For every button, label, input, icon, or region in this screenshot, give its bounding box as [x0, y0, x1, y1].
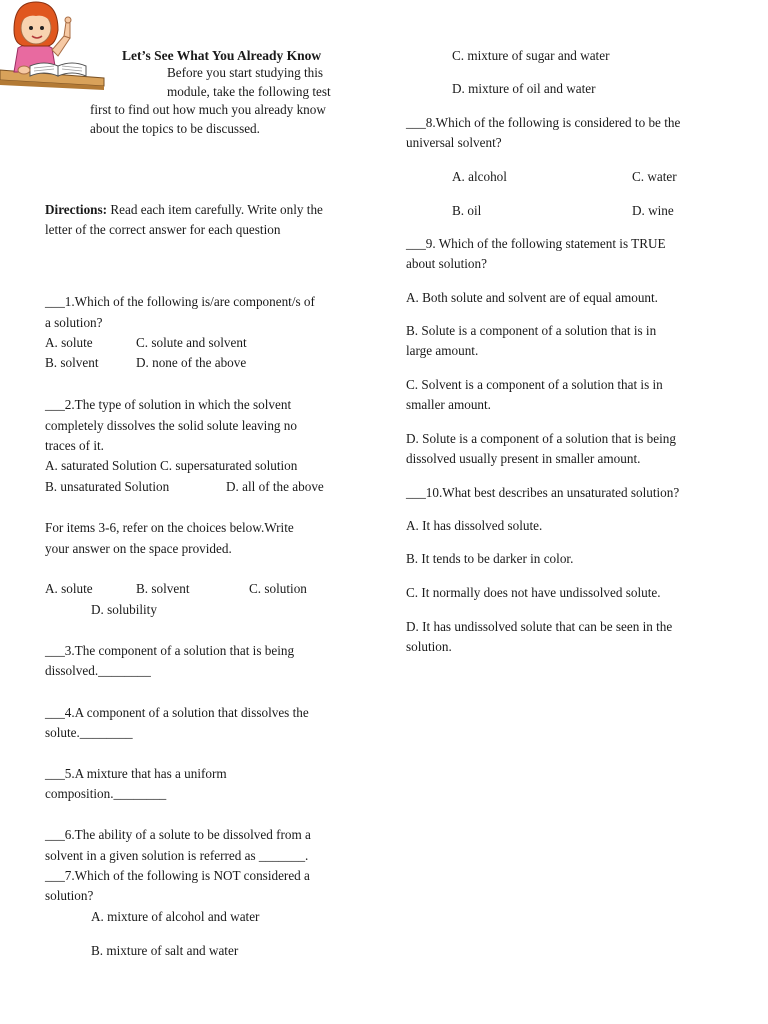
q8-choice-c: C. water — [632, 169, 677, 184]
q2-choice-d: D. all of the above — [226, 479, 324, 494]
q7-line-1: ___7.Which of the following is NOT considered a — [45, 868, 310, 883]
q5-line-2: composition.________ — [45, 786, 167, 801]
q1-choice-d: D. none of the above — [136, 355, 247, 370]
q1-choice-b: B. solvent — [45, 355, 99, 370]
q8-choice-b: B. oil — [452, 203, 482, 218]
items36-line-2: your answer on the space provided. — [45, 541, 232, 556]
q7-choice-c: C. mixture of sugar and water — [452, 48, 610, 63]
directions — [45, 200, 323, 221]
q10-choice-b: B. It tends to be darker in color. — [406, 551, 574, 566]
q1-line-1: ___1.Which of the following is/are component/s of — [45, 294, 315, 309]
directions-label: Directions: — [45, 202, 108, 217]
items36-choice-a: A. solute — [45, 581, 93, 596]
page-title: Let’s See What You Already Know — [122, 48, 322, 63]
q9-line-1: ___9. Which of the following statement is TRUE — [406, 236, 666, 251]
q2-line-2: completely dissolves the solid solute leaving no — [45, 418, 297, 433]
q9-choice-a: A. Both solute and solvent are of equal amount. — [406, 290, 658, 305]
items36-choice-b: B. solvent — [136, 581, 190, 596]
q8-choice-d: D. wine — [632, 203, 674, 218]
q3-line-2: dissolved.________ — [45, 663, 151, 678]
intro-line-2: module, take the following test — [167, 83, 331, 99]
intro-line-4: about the topics to be discussed. — [90, 120, 260, 136]
q9-choice-b-2: large amount. — [406, 343, 479, 358]
q4-line-2: solute.________ — [45, 725, 133, 740]
q9-line-2: about solution? — [406, 256, 487, 271]
q6-line-1: ___6.The ability of a solute to be dissolved from a — [45, 827, 311, 842]
q5-line-1: ___5.A mixture that has a uniform — [45, 766, 227, 781]
directions-text-2: letter of the correct answer for each question — [45, 222, 281, 237]
q10-choice-d-1: D. It has undissolved solute that can be seen in the — [406, 619, 673, 634]
items36-line-1: For items 3-6, refer on the choices below.Write — [45, 520, 294, 535]
q10-choice-a: A. It has dissolved solute. — [406, 518, 543, 533]
q7-choice-d: D. mixture of oil and water — [452, 81, 596, 96]
q3-line-1: ___3.The component of a solution that is being — [45, 643, 295, 658]
q10-line: ___10.What best describes an unsaturated solution? — [406, 485, 680, 500]
q7-line-2: solution? — [45, 888, 94, 903]
q6-line-2: solvent in a given solution is referred as _______. — [45, 848, 309, 863]
q2-choice-a-c: A. saturated Solution C. supersaturated solution — [45, 458, 298, 473]
q9-choice-b-1: B. Solute is a component of a solution that is in — [406, 323, 657, 338]
q7-choice-b: B. mixture of salt and water — [91, 943, 239, 958]
q2-line-3: traces of it. — [45, 438, 104, 453]
q8-line-2: universal solvent? — [406, 135, 502, 150]
intro-line-3: first to find out how much you already know — [90, 102, 326, 117]
q1-choice-c: C. solute and solvent — [136, 335, 247, 350]
q2-choice-b: B. unsaturated Solution — [45, 479, 170, 494]
q4-line-1: ___4.A component of a solution that dissolves the — [45, 705, 309, 720]
items36-choice-c: C. solution — [249, 581, 307, 596]
q2-line-1: ___2.The type of solution in which the solvent — [45, 397, 292, 412]
q9-choice-d-2: dissolved usually present in smaller amount. — [406, 451, 641, 466]
q10-choice-c: C. It normally does not have undissolved solute. — [406, 585, 661, 600]
directions-text-1: Read each item carefully. Write only the — [107, 202, 323, 217]
q9-choice-d-1: D. Solute is a component of a solution that is being — [406, 431, 676, 446]
q8-line-1: ___8.Which of the following is considered to be the — [406, 115, 681, 130]
q9-choice-c-1: C. Solvent is a component of a solution that is in — [406, 377, 663, 392]
q9-choice-c-2: smaller amount. — [406, 397, 491, 412]
q8-choice-a: A. alcohol — [452, 169, 507, 184]
q1-choice-a: A. solute — [45, 335, 93, 350]
items36-choice-d: D. solubility — [91, 602, 157, 617]
q7-choice-a: A. mixture of alcohol and water — [91, 909, 260, 924]
q10-choice-d-2: solution. — [406, 639, 452, 654]
intro-line-1: Before you start studying this — [167, 65, 324, 80]
q1-line-2: a solution? — [45, 315, 103, 330]
girl-reading-illustration — [0, 0, 110, 92]
